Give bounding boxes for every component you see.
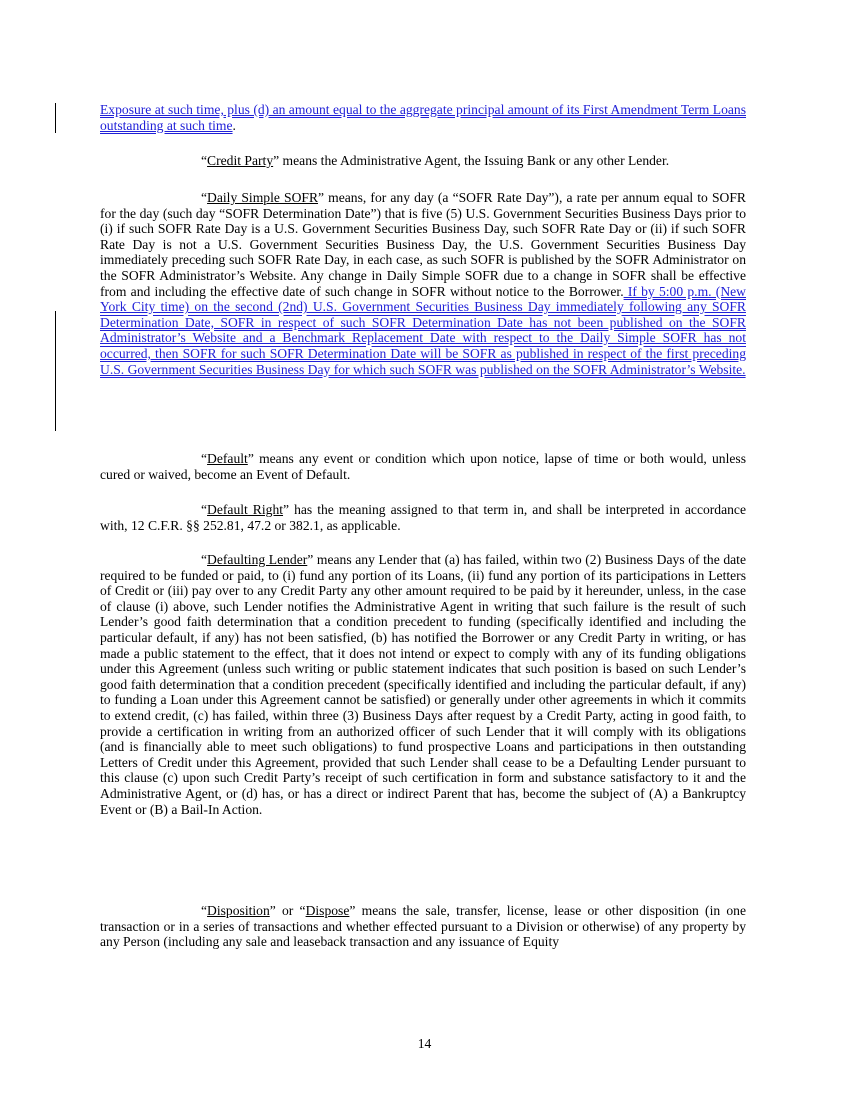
defined-term: Defaulting Lender	[207, 552, 308, 567]
defined-term: Default Right	[207, 502, 284, 517]
definition-defaulting-lender: “Defaulting Lender” means any Lender that (a) has failed, within two (2) Business Days of the date required to be funded or paid, to (i) fund any portion of its Loans, (ii) fund any portion of its participations in Letters of Credit or (iii) pay over to any Credit Party any other amount required to be paid by it hereunder, unless, in the case of clause (i) above, such Lender notifies the Administrative Agent in writing that such failure is the result of such Lender’s good faith determination that a condition precedent to funding (specifically identified and including the particular default, if any) has not been satisfied, (b) has notified the Borrower or any Credit Party in writing, or has made a public statement to the effect, that it does not intend or expect to comply with any of its funding obligations under this Agreement (unless such writing or public statement indicates that such position is based on such Lender’s good faith determination that a condition precedent (specifically identified and including the particular default, if any) to funding a Loan under this Agreement cannot be satisfied) or generally under other agreements in which it commits to extend credit, (c) has failed, within three (3) Business Days after request by a Credit Party, acting in good faith, to provide a certification in writing from an authorized officer of such Lender that it will comply with its obligations (and is financially able to meet such obligations) to fund prospective Loans and participations in then outstanding Letters of Credit under this Agreement, provided that such Lender shall cease to be a Defaulting Lender pursuant to this clause (c) upon such Credit Party’s receipt of such certification in form and substance satisfactory to it and the Administrative Agent, or (d) has, or has a direct or indirect Parent that has, become the subject of (A) a Bankruptcy Event or (B) a Bail-In Action.	[100, 552, 746, 817]
definition-daily-simple-sofr: “Daily Simple SOFR” means, for any day (a “SOFR Rate Day”), a rate per annum equal to SOFR for the day (such day “SOFR Determination Date”) that is five (5) U.S. Government Securities Business Days prior to (i) if such SOFR Rate Day is a U.S. Government Securities Business Day, such SOFR Rate Day or (ii) if such SOFR Rate Day is not a U.S. Government Securities Business Day, the U.S. Government Securities Business Day immediately preceding such SOFR Rate Day, in each case, as such SOFR is published by the SOFR Administrator on the SOFR Administrator’s Website. Any change in Daily Simple SOFR due to a change in SOFR shall be effective from and including the effective date of such change in SOFR without notice to the Borrower. If by 5:00 p.m. (New York City time) on the second (2nd) U.S. Government Securities Business Day immediately following any SOFR Determination Date, SOFR in respect of such SOFR Determination Date has not been published on the SOFR Administrator’s Website and a Benchmark Replacement Date with respect to the Daily Simple SOFR has not occurred, then SOFR for such SOFR Determination Date will be SOFR as published in respect of the first preceding U.S. Government Securities Business Day for which such SOFR was published on the SOFR Administrator’s Website.	[100, 190, 746, 377]
definition-disposition: “Disposition” or “Dispose” means the sale, transfer, license, lease or other disposition (in one transaction or in a series of transactions and whether effected pursuant to a Division or otherwise) of any property by any Person (including any sale and leaseback transaction and any issuance of Equity	[100, 903, 746, 950]
defined-term: Default	[207, 451, 248, 466]
defined-term: Credit Party	[207, 153, 274, 168]
change-bar	[55, 311, 56, 431]
page-number: 14	[417, 1036, 432, 1051]
definition-credit-party: “Credit Party” means the Administrative Agent, the Issuing Bank or any other Lender.	[201, 153, 670, 168]
definition-default: “Default” means any event or condition which upon notice, lapse of time or both would, unless cured or waived, become an Event of Default.	[100, 451, 746, 482]
inserted-text: If by 5:00 p.m. (New York City time) on the second (2nd) U.S. Government Securities Business Day immediately following any SOFR Determination Date, SOFR in respect of such SOFR Determination Date has not been published on the SOFR Administrator’s Website and a Benchmark Replacement Date with respect to the Daily Simple SOFR has not occurred, then SOFR for such SOFR Determination Date will be SOFR as published in respect of the first preceding U.S. Government Securities Business Day for which such SOFR was published on the SOFR Administrator’s Website.	[100, 283, 746, 377]
inserted-text: Exposure at such time, plus (d) an amount equal to the aggregate principal amount of its First Amendment Term Loans outstanding at such time	[100, 102, 746, 133]
defined-term: Daily Simple SOFR	[207, 190, 319, 205]
paragraph-exposure-continuation: Exposure at such time, plus (d) an amount equal to the aggregate principal amount of its First Amendment Term Loans outstanding at such time.	[100, 102, 746, 133]
defined-term: Dispose	[305, 903, 350, 918]
definition-default-right: “Default Right” has the meaning assigned to that term in, and shall be interpreted in accordance with, 12 C.F.R. §§ 252.81, 47.2 or 382.1, as applicable.	[100, 502, 746, 533]
defined-term: Disposition	[207, 903, 270, 918]
change-bar	[55, 103, 56, 133]
